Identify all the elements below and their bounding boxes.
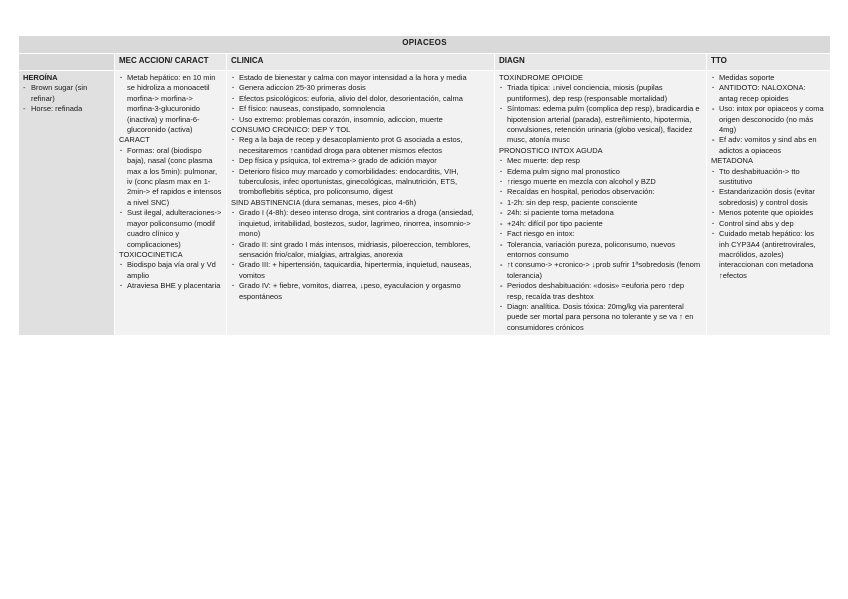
list-item: · Ef físico: nauseas, constipado, somnolencia: [231, 104, 490, 114]
list-item: · Control sind abs y dep: [711, 219, 826, 229]
list-item: - 1-2h: sin dep resp, paciente consciente: [499, 198, 702, 208]
list-item: · Dep física y psíquica, tol extrema-> grado de adición mayor: [231, 156, 490, 166]
list-item: · Grado IV: + fiebre, vomitos, diarrea, ↓peso, eyaculacion y orgasmo espontáneos: [231, 281, 490, 302]
list-item: · Fact riesgo en intox:: [499, 229, 702, 239]
list-item: · Biodispo baja vía oral y Vd amplio: [119, 260, 222, 281]
diagn-list-3: [499, 198, 702, 229]
header-blank: [19, 54, 115, 71]
clinica-list-1: [231, 73, 490, 125]
list-item: · Diagn: analítica. Dosis tóxica: 20mg/kg via parenteral puede ser mortal para persona no tolerante y se va ↑ en consumidores crónicos: [499, 302, 702, 333]
diagn-list-2: [499, 156, 702, 198]
diagn-list-6: [499, 302, 702, 333]
header-mec: MEC ACCION/ CARACT: [115, 54, 227, 71]
mec-caract-heading: CARACT: [119, 135, 150, 145]
list-item: · Grado III: + hipertensión, taquicardia, hipertermia, inquietud, nauseas, vomitos: [231, 260, 490, 281]
variant-horse: - Horse: refinada: [23, 104, 110, 114]
title-row: [19, 36, 831, 54]
table-title: OPIACEOS: [19, 36, 831, 54]
clinica-list-3: [231, 208, 490, 302]
diagn-list-1: [499, 83, 702, 145]
list-item: · Mec muerte: dep resp: [499, 156, 702, 166]
list-item: · Efectos psicológicos: euforia, alivio del dolor, desorientación, calma: [231, 94, 490, 104]
list-item: · Tto deshabituación-> tto sustitutivo: [711, 167, 826, 188]
clinica-list-2: [231, 135, 490, 197]
mec-list-2: [119, 146, 222, 250]
list-item: - ↑t consumo-> +cronico-> ↓prob sufrir 1ªsobredosis (fenom tolerancia): [499, 260, 702, 281]
header-clinica: CLINICA: [227, 54, 495, 71]
mec-cell: [115, 71, 227, 336]
header-diagn: DIAGN: [495, 54, 707, 71]
list-item: - +24h: difícil por tipo paciente: [499, 219, 702, 229]
list-item: - Periodos deshabituación: «dosis» =euforia pero ↑dep resp, recaída tras deshtox: [499, 281, 702, 302]
list-item: · Sust ilegal, adulteraciones-> mayor policonsumo (modif cuadro clínico y complicaciones): [119, 208, 222, 250]
list-item: · Grado I (4-8h): deseo intenso droga, sint contrarios a droga (ansiedad, inquietud, irritabilidad, bostezos, sudor, lagrimeo, rinorrea, insomnio-> mono): [231, 208, 490, 239]
list-item: · Estado de bienestar y calma con mayor intensidad a la hora y media: [231, 73, 490, 83]
clinica-cronico-heading: CONSUMO CRONICO: DEP Y TOL: [231, 125, 351, 135]
list-item: · Atraviesa BHE y placentaria: [119, 281, 222, 291]
list-item: · Genera adiccion 25-30 primeras dosis: [231, 83, 490, 93]
diagn-cell: [495, 71, 707, 336]
list-item: · Reg a la baja de recep y desacoplamiento prot G asociada a estos, necesitaremos ↑cantidad droga para obtener mismos efectos: [231, 135, 490, 156]
mec-list-1: [119, 73, 222, 135]
list-item: · Edema pulm signo mal pronostico: [499, 167, 702, 177]
diagn-list-5: [499, 240, 702, 302]
list-item: - Tolerancia, variación pureza, policonsumo, nuevos entornos consumo: [499, 240, 702, 261]
diagn-pronostico-heading: PRONOSTICO INTOX AGUDA: [499, 145, 603, 155]
tto-list-3: [711, 167, 826, 281]
diagn-list-4: [499, 229, 702, 239]
list-item: · Cuidado metab hepático: los inh CYP3A4 (antiretrovirales, macrólidos, azoles) interaccionan con metadona ↑efectos: [711, 229, 826, 281]
mec-list-3: [119, 260, 222, 291]
tto-metadona-heading: METADONA: [711, 156, 753, 166]
list-item: · ANTIDOTO: NALOXONA: antag recep opioides: [711, 83, 826, 104]
heroina-row: [19, 71, 831, 336]
list-item: · ↑riesgo muerte en mezcla con alcohol y BZD: [499, 177, 702, 187]
diagn-toxindrome-heading: TOXINDROME OPIOIDE: [499, 73, 584, 82]
list-item: · Uso extremo: problemas corazón, insomnio, adiccion, muerte: [231, 115, 490, 125]
clinica-cell: [227, 71, 495, 336]
list-item: - Ef adv: vomitos y sind abs en adictos a opiaceos: [711, 135, 826, 156]
list-item: · Deterioro físico muy marcado y comorbilidades: endocarditis, VIH, tuberculosis, infec oportunistas, ginecológicas, malnutrición, ETS, tromboflebitis séptica, pro policonsumo, digest: [231, 167, 490, 198]
list-item: - Uso: intox por opiaceos y coma origen desconocido (no más 4mg): [711, 104, 826, 135]
mec-toxico-heading: TOXICOCINETICA: [119, 249, 183, 259]
tto-list-1: [711, 73, 826, 104]
list-item: · Triada típica: ↓nivel conciencia, miosis (pupilas puntiformes), dep resp (responsable mortalidad): [499, 83, 702, 104]
opiaceos-table: [18, 35, 831, 336]
variant-brown-sugar: - Brown sugar (sin refinar): [23, 83, 110, 104]
tto-list-2: [711, 104, 826, 156]
header-row: [19, 54, 831, 71]
list-item: · Síntomas: edema pulm (complica dep resp), bradicardia e hipotension arterial (parada), estreñimiento, hipotermia, convulsiones, retención urinaria (globo vesical), flacidez musc, atonía musc: [499, 104, 702, 146]
list-item: · Recaídas en hospital, periodos observación:: [499, 187, 702, 197]
heroina-name: HEROÍNA: [23, 73, 58, 82]
list-item: · Medidas soporte: [711, 73, 826, 83]
heroina-cell: [19, 71, 115, 336]
tto-cell: [707, 71, 831, 336]
list-item: - 24h: si paciente toma metadona: [499, 208, 702, 218]
list-item: · Estandarización dosis (evitar sobredosis) y control dosis: [711, 187, 826, 208]
header-tto: TTO: [707, 54, 831, 71]
list-item: · Formas: oral (biodispo baja), nasal (conc plasma max a los 5min): pulmonar, iv (conc plasm max en 1-2min-> ef rapidos e intensos a nivel SNC): [119, 146, 222, 208]
list-item: · Menos potente que opioides: [711, 208, 826, 218]
list-item: · Metab hepático: en 10 min se hidroliza a monoacetil morfina-> morfina-> morfina-3-glucuronido (inactiva) y morfina-6-glucoronido (activa): [119, 73, 222, 135]
clinica-abstinencia-heading: SIND ABSTINENCIA (dura semanas, meses, pico 4-6h): [231, 197, 417, 207]
list-item: · Grado II: sint grado I más intensos, midriasis, piloereccion, temblores, sensación frio/calor, mialgias, artralgias, anorexia: [231, 240, 490, 261]
